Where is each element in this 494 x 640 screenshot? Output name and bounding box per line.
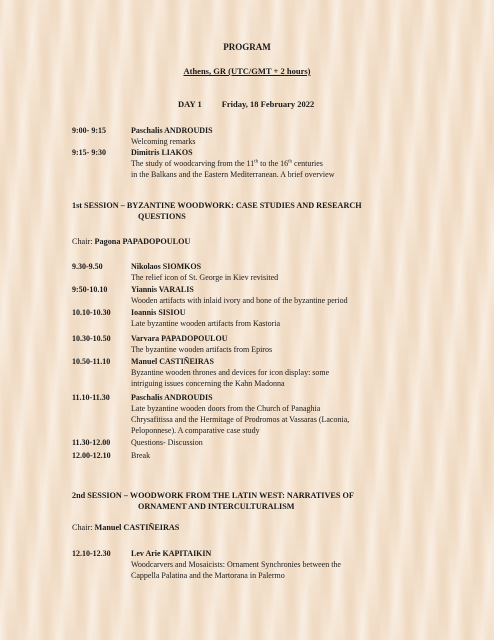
time-slot: 11.10-11.30 (72, 393, 110, 402)
time-slot: 9.30-9.50 (72, 262, 103, 271)
talk-title: in the Balkans and the Eastern Mediterranean. A brief overview (131, 170, 335, 179)
talk-title: Cappella Palatina and the Martorana in Palermo (131, 571, 285, 580)
speaker-name: Nikolaos SIOMKOS (131, 262, 202, 271)
time-slot: 12.10-12.30 (72, 549, 111, 558)
speaker-name: Paschalis ANDROUDIS (131, 393, 213, 402)
speaker-name: Lev Arie KAPITAIKIN (131, 549, 212, 558)
time-slot: 10.10-10.30 (72, 308, 111, 317)
talk-title: intriguing issues concerning the Kahn Madonna (131, 379, 285, 388)
time-slot: 9:15- 9:30 (72, 148, 106, 157)
break-item: Break (131, 451, 151, 460)
talk-title: Peloponnese). A comparative case study (131, 426, 260, 435)
program-title: PROGRAM (223, 42, 271, 52)
speaker-name: Paschalis ANDROUDIS (131, 126, 213, 135)
time-slot: 9:00- 9:15 (72, 126, 106, 135)
time-slot: 9:50-10.10 (72, 285, 108, 294)
talk-title: The byzantine wooden artifacts from Epiros (131, 345, 273, 354)
session-1-title: 1st SESSION – BYZANTINE WOODWORK: CASE STUDIES AND RESEARCH QUESTIONS (72, 201, 362, 221)
talk-title: Late byzantine wooden artifacts from Kastoria (131, 319, 281, 328)
talk-title: Wooden artifacts with inlaid ivory and bone of the byzantine period (131, 296, 348, 305)
day-date: Friday, 18 February 2022 (221, 99, 315, 109)
session-2-chair: Chair: Manuel CASTIÑEIRAS (72, 523, 180, 532)
speaker-name: Manuel CASTIÑEIRAS (131, 357, 214, 366)
speaker-name: Yiannis VARALIS (131, 285, 194, 294)
talk-title: The study of woodcarving from the 11th to the 16th centuries (131, 159, 323, 168)
session-2-title: 2nd SESSION – WOODWORK FROM THE LATIN WEST: NARRATIVES OF ORNAMENT AND INTERCULTURALISM (72, 491, 354, 511)
day-label: DAY 1 (178, 99, 202, 109)
talk-title: Chrysafitissa and the Hermitage of Prodromos at Vassaras (Laconia, (131, 415, 350, 424)
timezone-line: Athens, GR (UTC/GMT + 2 hours) (183, 66, 311, 76)
talk-title: The relief icon of St. George in Kiev revisited (131, 273, 279, 282)
time-slot: 10.30-10.50 (72, 334, 111, 343)
talk-title: Welcoming remarks (131, 137, 196, 146)
day-heading (178, 99, 314, 109)
time-slot: 10.50-11.10 (72, 357, 111, 366)
speaker-name: Varvara PAPADOPOULOU (131, 334, 228, 343)
time-slot: 12.00-12.10 (72, 451, 111, 460)
discussion-item: Questions- Discussion (131, 438, 203, 447)
talk-title: Late byzantine wooden doors from the Church of Panaghia (131, 404, 321, 413)
session-1-chair: Chair: Pagona PAPADOPOULOU (72, 237, 191, 246)
talk-title: Byzantine wooden thrones and devices for icon display: some (131, 368, 330, 377)
time-slot: 11.30-12.00 (72, 438, 111, 447)
speaker-name: Dimitris LIAKOS (131, 148, 193, 157)
speaker-name: Ioannis SISIOU (131, 308, 186, 317)
talk-title: Woodcarvers and Mosaicists: Ornament Synchronies between the (131, 560, 341, 569)
